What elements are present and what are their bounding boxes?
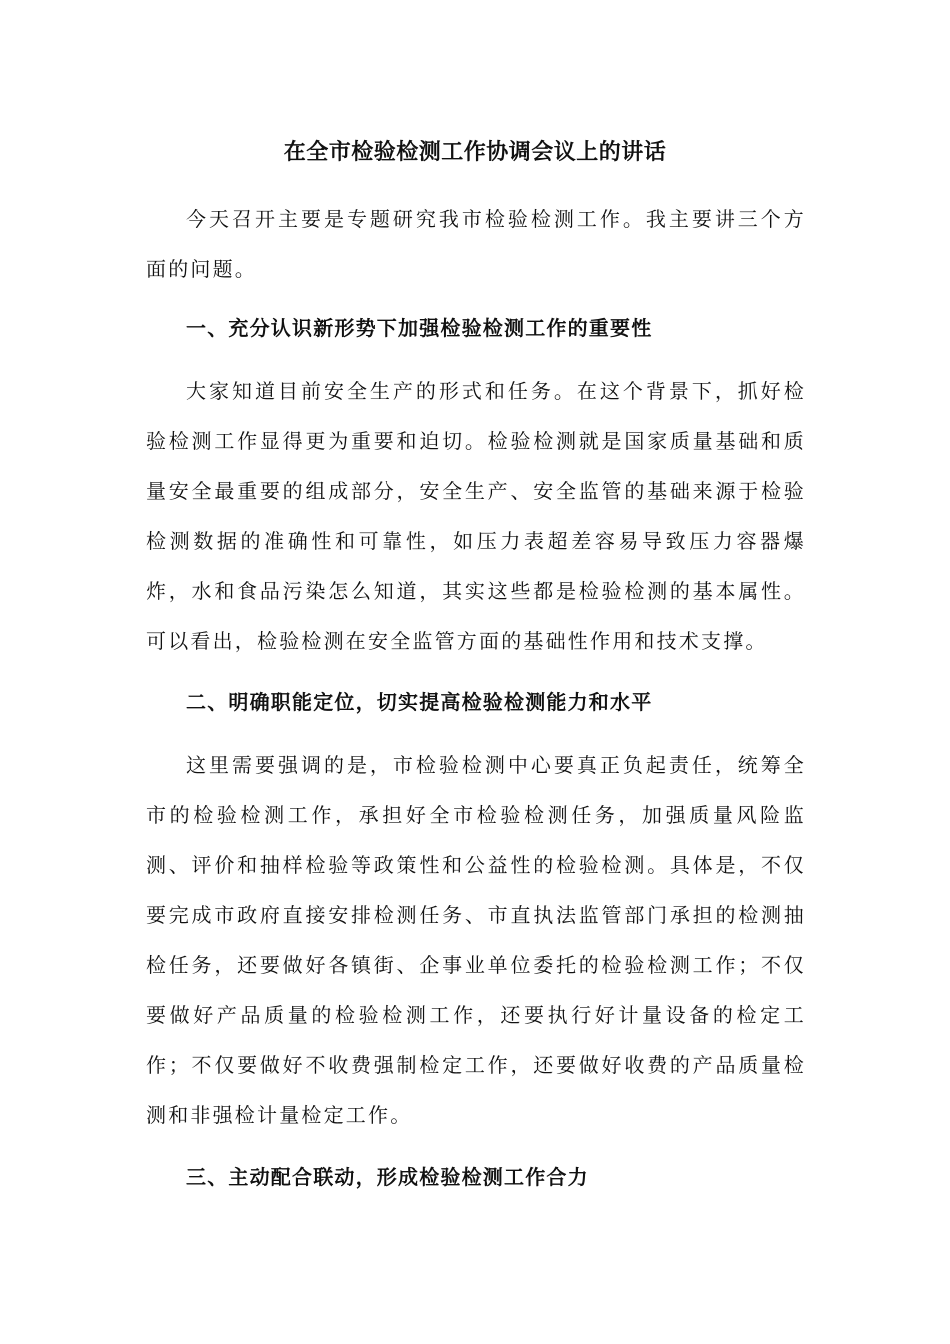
intro-paragraph: 今天召开主要是专题研究我市检验检测工作。我主要讲三个方面的问题。 [146, 207, 806, 281]
section-1-heading: 一、充分认识新形势下加强检验检测工作的重要性 [186, 316, 653, 340]
section-2-heading: 二、明确职能定位，切实提高检验检测能力和水平 [186, 690, 653, 714]
section-1-paragraph: 大家知道目前安全生产的形式和任务。在这个背景下，抓好检验检测工作显得更为重要和迫切。检验检测就是国家质量基础和质量安全最重要的组成部分，安全生产、安全监管的基础来源于检验检测数据的准确性和可靠性，如压力表超差容易导致压力容器爆炸，水和食品污染怎么知道，其实这些都是检验检测的基本属性。可以看出，检验检测在安全监管方面的基础性作用和技术支撑。 [146, 379, 806, 653]
document-title: 在全市检验检测工作协调会议上的讲话 [283, 139, 667, 165]
section-3-heading: 三、主动配合联动，形成检验检测工作合力 [186, 1165, 589, 1189]
section-2-paragraph: 这里需要强调的是，市检验检测中心要真正负起责任，统筹全市的检验检测工作，承担好全市检验检测任务，加强质量风险监测、评价和抽样检验等政策性和公益性的检验检测。具体是，不仅要完成市政府直接安排检测任务、市直执法监管部门承担的检测抽检任务，还要做好各镇街、企事业单位委托的检验检测工作；不仅要做好产品质量的检验检测工作，还要执行好计量设备的检定工作；不仅要做好不收费强制检定工作，还要做好收费的产品质量检测和非强检计量检定工作。 [146, 753, 806, 1127]
